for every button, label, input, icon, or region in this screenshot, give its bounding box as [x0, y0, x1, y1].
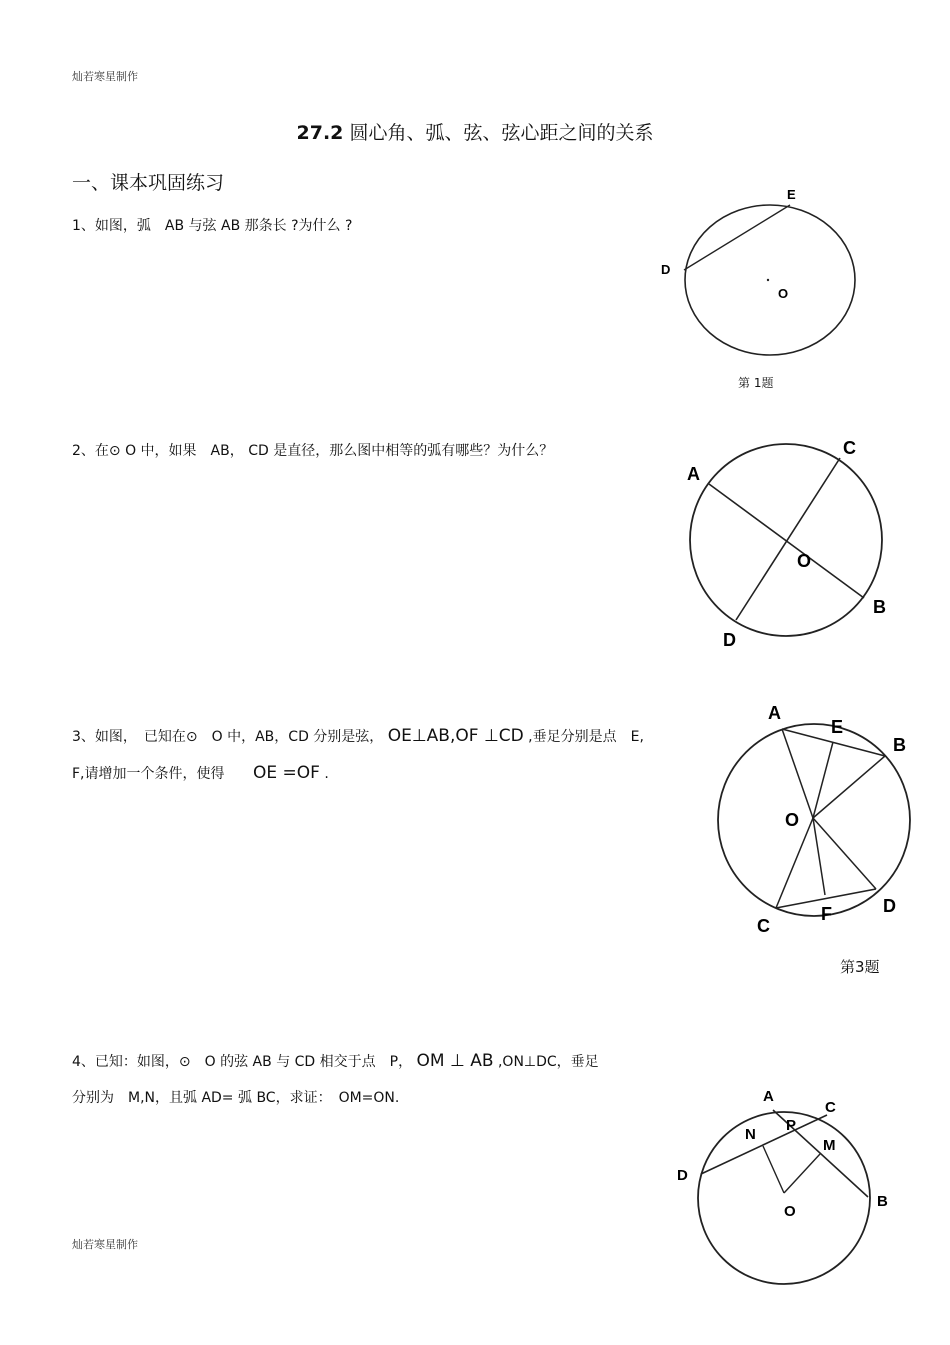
page-title [0, 118, 950, 145]
fig1-center-dot [767, 279, 769, 281]
q4-line1-text-b: ,ON⊥DC，垂足 [497, 1054, 599, 1070]
fig3-label-a: A [768, 703, 781, 723]
fig3-label-b: B [893, 735, 906, 755]
fig1-label-o: O [778, 286, 789, 301]
q3-line1-text-a: 3、如图， 已知在⊙ O 中，AB，CD 分别是弦， [72, 729, 384, 745]
question-4-line-1 [72, 1051, 599, 1071]
figure-2 [670, 430, 910, 660]
fig3-label-o: O [785, 810, 800, 830]
fig2-label-a: A [687, 464, 700, 484]
fig3-segment-oe [813, 742, 833, 818]
figure-4 [670, 1080, 910, 1290]
fig4-label-c: C [825, 1099, 836, 1116]
fig2-label-b: B [873, 597, 886, 617]
fig4-chord-dc [701, 1115, 827, 1174]
q3-line2-formula: OE =OF [252, 763, 320, 783]
fig3-label-e: E [831, 717, 844, 737]
q3-line2-text-a: F,请增加一个条件，使得 [72, 766, 225, 782]
fig4-circle [698, 1112, 870, 1284]
fig3-label-f: F [821, 904, 832, 924]
fig1-circle [685, 205, 855, 355]
fig4-label-a: A [763, 1088, 774, 1105]
fig3-segment-ob [813, 756, 885, 818]
question-3-line-1 [72, 726, 644, 746]
title-number: 27.2 [296, 122, 344, 144]
fig2-label-o: O [797, 551, 812, 571]
fig4-label-b: B [877, 1193, 888, 1210]
fig4-label-o: O [784, 1203, 796, 1220]
fig3-label-c: C [757, 916, 770, 936]
fig1-label-d: D [661, 262, 671, 277]
question-1-text: 1、如图，弧 AB 与弦 AB 那条长 ?为什么 ? [72, 218, 353, 234]
fig4-segment-on [763, 1146, 784, 1193]
watermark-top: 灿若寒星制作 [72, 70, 138, 83]
fig3-segment-oa [782, 729, 813, 818]
fig1-label-e: E [787, 187, 796, 202]
figure-1 [650, 180, 880, 400]
fig4-label-p: P [786, 1117, 797, 1134]
fig4-segment-om [784, 1154, 820, 1193]
figure-1-caption: 第 1题 [738, 376, 774, 390]
fig4-label-d: D [677, 1167, 688, 1184]
question-4-line-2: 分别为 M,N，且弧 AD= 弧 BC，求证： OM=ON. [72, 1090, 400, 1106]
fig2-label-d: D [723, 630, 736, 650]
figure-3 [700, 700, 930, 940]
q3-line2-text-b: . [324, 766, 329, 782]
question-2-text: 2、在⊙ O 中，如果 AB， CD 是直径，那么图中相等的弧有哪些？为什么？ [72, 443, 554, 459]
q4-line1-formula: OM ⊥ AB [416, 1051, 494, 1071]
q3-line1-text-b: ,垂足分别是点 E, [528, 729, 644, 745]
fig3-label-d: D [883, 896, 896, 916]
section-heading: 一、课本巩固练习 [72, 172, 225, 194]
q4-line1-text-a: 4、已知：如图，⊙ O 的弦 AB 与 CD 相交于点 P， [72, 1054, 413, 1070]
watermark-bottom: 灿若寒星制作 [72, 1238, 138, 1251]
fig2-diameter-cd [736, 458, 840, 620]
fig4-label-m: M [823, 1137, 836, 1154]
fig4-label-n: N [745, 1126, 756, 1143]
fig2-label-c: C [843, 438, 856, 458]
figure-3-caption: 第3题 [840, 958, 880, 976]
title-text: 圆心角、弧、弦、弦心距之间的关系 [349, 122, 654, 144]
question-3-line-2 [72, 763, 329, 783]
q3-line1-formula: OE⊥AB,OF ⊥CD [387, 726, 524, 746]
fig3-segment-oc [776, 818, 813, 908]
